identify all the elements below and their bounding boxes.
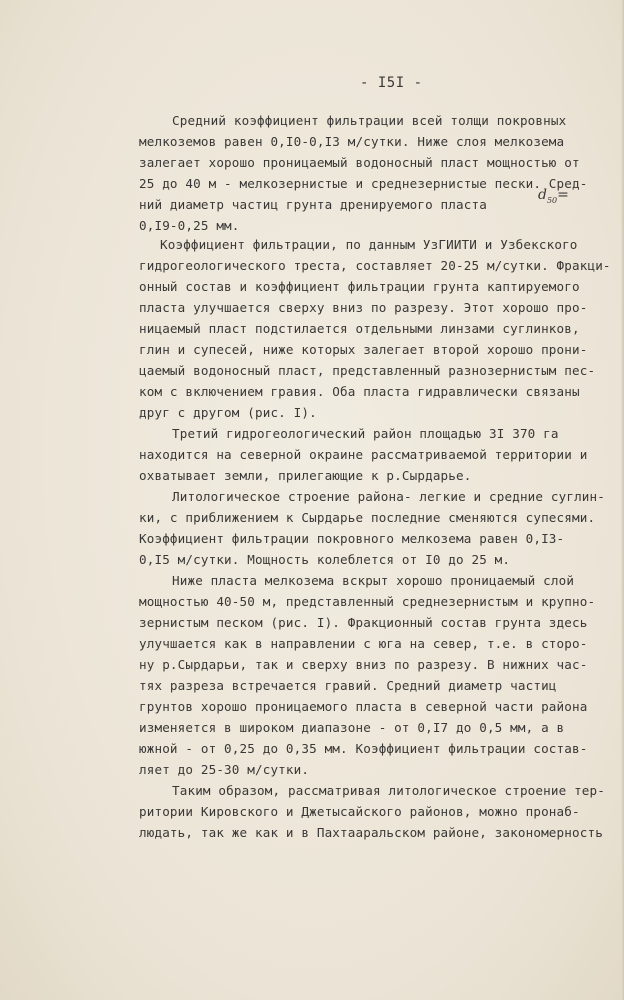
text-line: охватывает земли, прилегающие к р.Сырдарье. [139,468,472,483]
text-line: ну р.Сырдарьи, так и сверху вниз по разрезу. В нижних час- [139,657,588,672]
text-line: 0,I9-0,25 мм. [139,218,240,233]
text-line: людать, так же как и в Пахтааральском районе, закономерность [139,825,603,840]
text-line: ляет до 25-30 м/сутки. [139,762,310,777]
text-line: изменяется в широком диапазоне - от 0,I7 до 0,5 мм, а в [139,720,565,735]
text-line: находится на северной окраине рассматриваемой территории и [139,447,588,462]
text-line: гидрогеологического треста, составляет 20-25 м/сутки. Фракци- [139,258,611,273]
text-line: ний диаметр частиц грунта дренируемого пласта [139,197,487,212]
text-line: Ниже пласта мелкозема вскрыт хорошо проницаемый слой [172,573,575,588]
text-line: Третий гидрогеологический район площадью 3I 370 га [172,426,559,441]
text-line: глин и супесей, ниже которых залегает второй хорошо прони- [139,342,588,357]
formula-symbol: d [538,187,547,203]
text-line: тях разреза встречается гравий. Средний диаметр частиц [139,678,557,693]
text-line: ком с включением гравия. Оба пласта гидравлически связаны [139,384,580,399]
text-line: зернистым песком (рис. I). Фракционный состав грунта здесь [139,615,588,630]
text-line: залегает хорошо проницаемый водоносный пласт мощностью от [139,155,580,170]
text-line: мощностью 40-50 м, представленный среднезернистым и крупно- [139,594,596,609]
page-number: - I5I - [360,75,423,91]
text-line: ницаемый пласт подстилается отдельными линзами суглинков, [139,321,580,336]
text-line: ритории Кировского и Джетысайского районов, можно пронаб- [139,804,580,819]
text-line: онный состав и коэффициент фильтрации грунта каптируемого [139,279,580,294]
text-line: Таким образом, рассматривая литологическое строение тер- [172,783,605,798]
formula-operator: = [557,187,569,203]
text-line: южной - от 0,25 до 0,35 мм. Коэффициент фильтрации состав- [139,741,588,756]
text-line: Коэффициент фильтрации, по данным УзГИИТИ и Узбекского [160,237,578,252]
text-line: Средний коэффициент фильтрации всей толщи покровных [172,113,567,128]
text-line: мелкоземов равен 0,I0-0,I3 м/сутки. Ниже слоя мелкозема [139,134,565,149]
text-line: друг с другом (рис. I). [139,405,317,420]
text-line: ки, с приближением к Сырдарье последние сменяются супесями. [139,510,596,525]
text-line: Коэффициент фильтрации покровного мелкозема равен 0,I3- [139,531,565,546]
text-line: 25 до 40 м - мелкозернистые и среднезернистые пески. Сред- [139,176,588,191]
text-line: Литологическое строение района- легкие и средние суглин- [172,489,605,504]
text-line: пласта улучшается сверху вниз по разрезу. Этот хорошо про- [139,300,588,315]
text-line: цаемый водоносный пласт, представленный разнозернистым пес- [139,363,596,378]
text-line: 0,I5 м/сутки. Мощность колеблется от I0 до 25 м. [139,552,511,567]
text-line: грунтов хорошо проницаемого пласта в северной части района [139,699,588,714]
formula-subscript: 50 [546,195,558,205]
text-line: улучшается как в направлении с юга на север, т.е. в сторо- [139,636,588,651]
